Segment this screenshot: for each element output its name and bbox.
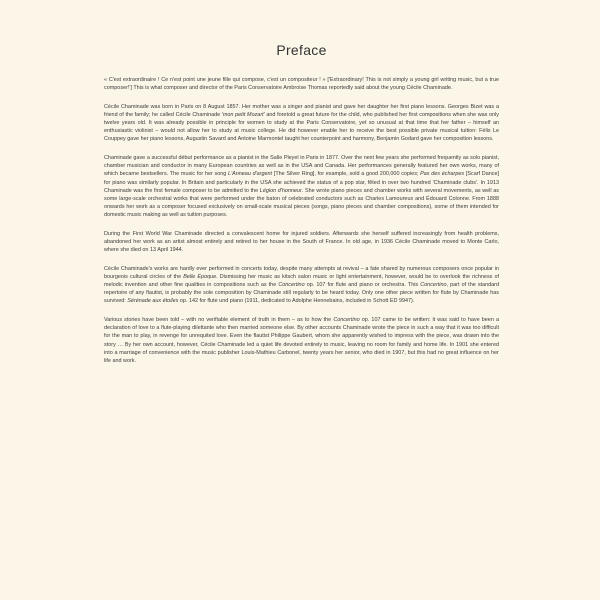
preface-body [104,76,499,365]
text-run: « C'est extraordinaire ! Ce n'est point une jeune fille qui compose, c'est un compositeur ! » ['Extraordinary! This is not simply a young girl writing music, but a true composer!'] This is what composer and director of the Paris Conservatoire Ambroise Thomas reportedly said about the young Cécile Chaminade. [104,77,499,92]
text-run: . Dismissing her music as kitsch salon music or light entertainment, however, would be to overlook the richness of melodic invention and other fine qualities in compositions such as the [104,273,499,289]
preface-content [104,42,499,365]
text-run: [The Silver Ring], for example, sold a good 200,000 copies; [272,171,421,178]
text-run: op. 107 for flute and piano or orchestra. This [304,282,421,289]
page-title: Preface [276,42,327,58]
text-run: Chaminade gave a successful début performance as a pianist in the Salle Pleyel in Paris in 1877. Over the next few years she performed frequently as solo pianist, chamber musician and conductor in many European countries as well as in the USA and Canada. Her performances generally featured her own works, many of which became bestsellers. The music for her song [104,155,499,178]
italic-text: Concertino [278,282,305,289]
text-run: , part of the standard repertoire of any flautist, is probably the sole composition by Chaminade still regularly to be heard today. Only one other piece written for flute by Chaminade has survived: [104,282,499,305]
paragraph [104,76,499,92]
paragraph [104,154,499,219]
text-run: During the First World War Chaminade directed a convalescent home for injured soldiers. Afterwards she herself suffered increasingly from health problems, abandoned her work as an artist almost entirely and retired to her house in the South of France. In old age, in 1936 Cécile Chaminade moved to Monte Carlo, where she died on 13 April 1944. [104,230,499,254]
text-run: Various stories have been told – with no verifiable element of truth in them – as to how the [104,317,334,324]
italic-text: Pas des écharpes [420,171,465,178]
text-run: and foretold a great future for the child, who published her first compositions when she was only twelve years old. It was already possible in principle for women to study at the Paris Conservatoire, yet so unusual at that time that her father – himself an enthusiastic violinist – would not allow her to study at music college. He did however enable her to receive the best possible private musical tuition: Félix Le Couppey gave her piano lessons, Augustin Savard and Antoine Marmontel taught her counterpoint and harmony, Benjamin Godard gave her composition lessons. [104,111,499,143]
text-run: op. 107 came to be written: it was said to have been a declaration of love to a flute-playing dilettante who then married someone else. By other accounts Chaminade wrote the piece in such a way that it was too difficult for the man to play, in revenge for unrequited love. Even the flautist Philippe Gaubert, whom she apparently wished to impress with the piece, was drawn into the story … By her own account, however, Cécile Chaminade led a quiet life devoted entirely to music, leaving no room for family and home life. In 1901 she entered into a marriage of convenience with the music publisher Louis-Mathieu Carbonel, twenty years her senior, who died in 1907, but this had no great influence on her life and work. [104,317,499,364]
paragraph [104,230,499,254]
italic-text: Concertino [333,317,360,324]
paragraph [104,316,499,365]
text-run: Cécile Chaminade was born in Paris on 8 August 1857. Her mother was a singer and pianist and gave her daughter her first piano lessons. Georges Bizet was a friend of the family; he called Cécile Chaminade [104,103,499,118]
italic-text: Sérénade aux étoiles [127,298,179,305]
italic-text: 'mon petit Mozart' [221,111,265,118]
paragraph [104,265,499,306]
text-run: op. 142 for flute und piano (1911, dedicated to Adolphe Hennebains, included in Schott ED 9947). [178,298,415,305]
paragraph [104,103,499,144]
text-run: . She wrote piano pieces and chamber works with several movements, as well as some large-scale orchestral works that were performed under the baton of celebrated conductors such as Charles Lamoureux and Édouard Colonne. From 1888 onwards her work as a composer focused exclusively on small-scale musical pieces (songs, piano pieces and chamber compositions), some of them intended for domestic music making as well as tuition purposes. [104,187,499,219]
text-run: Cécile Chaminade's works are hardly ever performed in concerts today, despite many attempts at revival – a fate shared by numerous composers once popular in bourgeois cultural circles of the [104,265,499,280]
italic-text: Concertino [420,282,447,289]
italic-text: Légion d'honneur [259,187,302,194]
text-run: [Scarf Dance] for piano was similarly popular. In Britain and particularly in the USA she achieved the status of a pop star, fêted in over two hundred 'Chaminade clubs'. In 1913 Chaminade was the first female composer to be admitted to the [104,171,500,194]
italic-text: Belle Époque [183,273,217,280]
italic-text: L'Anneau d'argent [228,171,273,178]
